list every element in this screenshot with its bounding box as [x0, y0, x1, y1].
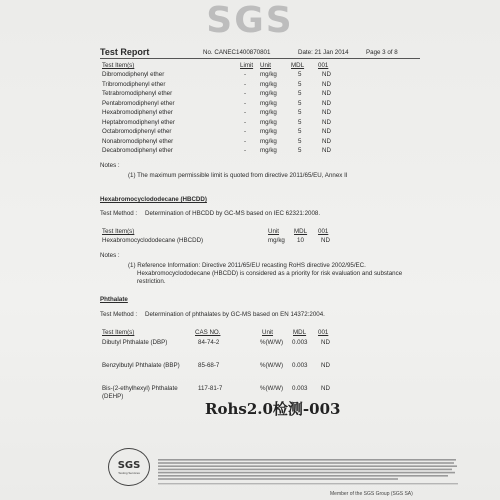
notes-text: (1) The maximum permissible limit is quoted from directive 2011/65/EU, Annex II	[128, 172, 348, 179]
ph-cell-item: Dibutyl Phthalate (DBP)	[102, 339, 168, 346]
t1-cell-item: Tribromodiphenyl ether	[102, 80, 166, 88]
t1-cell-limit: -	[244, 137, 247, 145]
ph-cell-cas: 117-81-7	[198, 385, 223, 392]
ph-col-001: 001	[318, 329, 329, 336]
t1-cell-result: ND	[322, 147, 331, 154]
ph-cell-item: Benzylbutyl Phthalate (BBP)	[102, 362, 180, 369]
t1-cell-item: Heptabromodiphenyl ether	[102, 118, 175, 126]
hbcdd-col-unit: Unit	[268, 228, 280, 235]
t1-col-unit: Unit	[260, 62, 272, 69]
ph-cell-unit: %(W/W)	[260, 362, 284, 369]
ph-col-mdl: MDL	[293, 329, 307, 336]
t1-cell-limit: -	[244, 128, 247, 135]
t1-col-mdl: MDL	[291, 62, 305, 69]
report-title: Test Report	[100, 47, 150, 57]
ph-col-item: Test Item(s)	[102, 329, 135, 336]
report-date: Date: 21 Jan 2014	[298, 49, 349, 56]
t1-cell-mdl: 5	[298, 137, 302, 145]
ph-cell-mdl: 0.003	[292, 362, 308, 369]
t1-cell-limit: -	[244, 118, 247, 126]
t1-cell-unit: mg/kg	[260, 90, 277, 97]
seal-subtitle: Testing Services	[118, 470, 140, 475]
t1-cell-limit: -	[244, 99, 247, 107]
phthalate-heading: Phthalate	[100, 296, 128, 303]
t1-cell-unit: mg/kg	[260, 80, 277, 88]
t1-col-001: 001	[318, 62, 329, 69]
t1-cell-unit: mg/kg	[260, 118, 277, 126]
t1-cell-result: ND	[322, 80, 331, 88]
hbcdd-note-line: Hexabromocyclododecane (HBCDD) is considered as a priority for risk evaluation and substance	[137, 270, 403, 277]
notes-label: Notes :	[100, 162, 120, 169]
t1-cell-result: ND	[322, 109, 331, 116]
hbcdd-col-mdl: MDL	[294, 228, 308, 235]
hbcdd-heading: Hexabromocyclododecane (HBCDD)	[100, 196, 207, 203]
t1-cell-item: Nonabromodiphenyl ether	[102, 137, 174, 145]
t1-cell-unit: mg/kg	[260, 147, 277, 154]
t1-cell-mdl: 5	[298, 147, 302, 154]
footer-member: Member of the SGS Group (SGS SA)	[330, 491, 413, 497]
ph-col-cas: CAS NO.	[195, 329, 221, 336]
t1-cell-unit: mg/kg	[260, 137, 277, 145]
t1-cell-result: ND	[322, 137, 331, 145]
t1-cell-unit: mg/kg	[260, 128, 277, 135]
ph-cell-unit: %(W/W)	[260, 339, 284, 346]
hbcdd-col-001: 001	[318, 228, 329, 235]
page-number: Page 3 of 8	[366, 49, 398, 56]
hbcdd-cell-mdl: 10	[297, 237, 304, 244]
ph-cell-mdl: 0.003	[292, 385, 308, 392]
t1-cell-mdl: 5	[298, 109, 302, 116]
test-stamp-label: Rohs2.0检测-003	[205, 400, 341, 418]
t1-cell-unit: mg/kg	[260, 71, 277, 78]
t1-cell-item: Decabromodiphenyl ether	[102, 147, 173, 154]
t1-cell-item: Dibromodiphenyl ether	[102, 71, 165, 78]
ph-col-unit: Unit	[262, 329, 274, 336]
t1-cell-result: ND	[322, 90, 331, 97]
hbcdd-note-line: (1) Reference Information: Directive 2011/65/EU recasting RoHS directive 2002/95/EC.	[128, 262, 366, 269]
t1-cell-mdl: 5	[298, 128, 302, 135]
t1-cell-result: ND	[322, 128, 331, 135]
disclaimer-text-lines	[158, 459, 458, 487]
ph-cell-cas: 84-74-2	[198, 339, 220, 346]
ph-cell-item-cont: (DEHP)	[102, 393, 124, 400]
t1-cell-result: ND	[322, 99, 331, 107]
t1-cell-item: Hexabromodiphenyl ether	[102, 109, 173, 116]
t1-cell-mdl: 5	[298, 80, 302, 88]
report-number: No. CANEC1400870801	[203, 49, 271, 56]
hbcdd-col-item: Test Item(s)	[102, 228, 135, 235]
t1-cell-limit: -	[244, 147, 247, 154]
hbcdd-note-line: restriction.	[137, 278, 166, 285]
header-rule	[100, 58, 420, 59]
ph-cell-result: ND	[321, 339, 330, 346]
seal-logo: SGS	[117, 459, 141, 471]
ph-cell-cas: 85-68-7	[198, 362, 220, 369]
ph-cell-item: Bis-(2-ethylhexyl) Phthalate	[102, 385, 178, 392]
sgs-logo: SGS	[206, 0, 294, 41]
t1-cell-limit: -	[244, 90, 247, 97]
t1-cell-result: ND	[322, 71, 331, 78]
t1-cell-limit: -	[244, 109, 247, 116]
t1-cell-mdl: 5	[298, 71, 302, 78]
ph-cell-result: ND	[321, 385, 330, 392]
hbcdd-method-label: Test Method :	[100, 210, 138, 217]
hbcdd-notes-label: Notes :	[100, 252, 120, 259]
t1-cell-mdl: 5	[298, 118, 302, 126]
t1-cell-mdl: 5	[298, 90, 302, 97]
phthalate-method-label: Test Method :	[100, 311, 138, 318]
t1-col-limit: Limit	[240, 62, 254, 69]
t1-cell-mdl: 5	[298, 99, 302, 107]
ph-cell-unit: %(W/W)	[260, 385, 284, 392]
hbcdd-method: Determination of HBCDD by GC-MS based on IEC 62321:2008.	[145, 210, 321, 217]
footer-disclaimer	[158, 459, 458, 492]
ph-cell-mdl: 0.003	[292, 339, 308, 346]
t1-cell-result: ND	[322, 118, 331, 126]
ph-cell-result: ND	[321, 362, 330, 369]
hbcdd-cell-item: Hexabromocyclododecane (HBCDD)	[102, 237, 204, 244]
hbcdd-cell-unit: mg/kg	[268, 237, 285, 244]
t1-cell-unit: mg/kg	[260, 99, 277, 107]
t1-cell-limit: -	[244, 80, 247, 88]
t1-col-item: Test Item(s)	[102, 62, 135, 69]
t1-cell-unit: mg/kg	[260, 109, 277, 116]
t1-cell-item: Pentabromodiphenyl ether	[102, 99, 175, 107]
phthalate-method: Determination of phthalates by GC-MS based on EN 14372:2004.	[145, 311, 325, 318]
t1-cell-limit: -	[244, 71, 247, 78]
t1-cell-item: Tetrabromodiphenyl ether	[102, 90, 173, 97]
sgs-seal	[108, 448, 150, 486]
hbcdd-cell-result: ND	[321, 237, 330, 244]
t1-cell-item: Octabromodiphenyl ether	[102, 128, 172, 135]
